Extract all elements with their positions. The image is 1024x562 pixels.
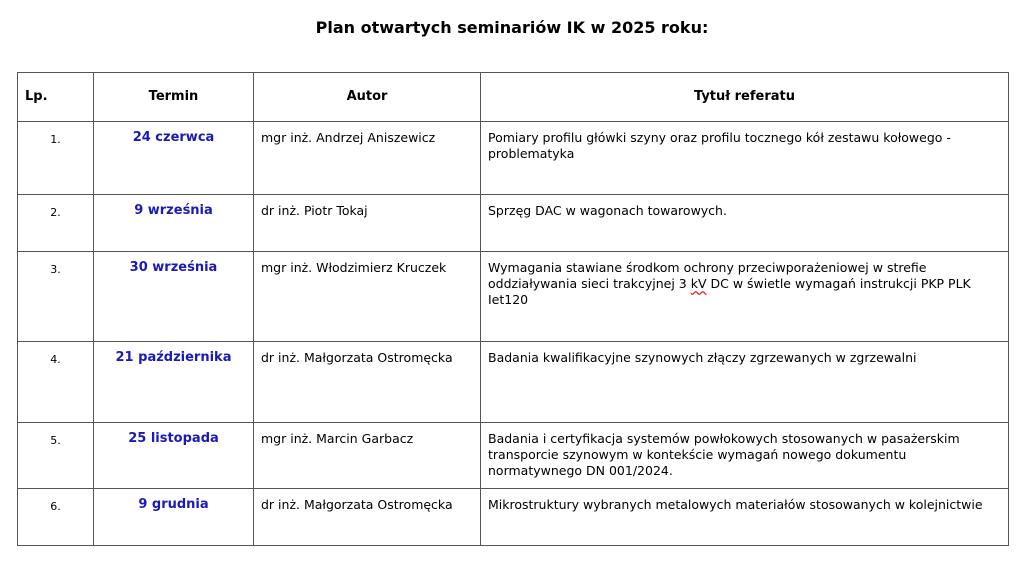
cell-termin: 9 grudnia [94,489,254,546]
spellcheck-mark: kV [690,276,707,291]
cell-autor: dr inż. Małgorzata Ostromęcka [254,342,481,423]
cell-tytul: Pomiary profilu główki szyny oraz profilu tocznego kół zestawu kołowego - problematyka [481,122,1009,195]
cell-tytul: Badania kwalifikacyjne szynowych złączy zgrzewanych w zgrzewalni [481,342,1009,423]
header-lp: Lp. [18,73,94,122]
cell-lp: 1. [18,122,94,195]
header-tytul: Tytuł referatu [481,73,1009,122]
table-row [18,423,1009,489]
table-row [18,122,1009,195]
cell-tytul [481,252,1009,342]
page-title: Plan otwartych seminariów IK w 2025 roku: [315,18,709,37]
table-row [18,252,1009,342]
tytul-text-part: Wymagania stawiane środkom ochrony przeciwporażeniowej w strefie oddziaływania sieci trakcyjnej 3 [488,260,927,291]
cell-lp: 4. [18,342,94,423]
cell-autor: mgr inż. Andrzej Aniszewicz [254,122,481,195]
cell-lp: 2. [18,195,94,252]
cell-tytul: Sprzęg DAC w wagonach towarowych. [481,195,1009,252]
cell-lp: 6. [18,489,94,546]
cell-tytul: Mikrostruktury wybranych metalowych materiałów stosowanych w kolejnictwie [481,489,1009,546]
cell-lp: 5. [18,423,94,489]
cell-termin: 30 września [94,252,254,342]
cell-termin: 25 listopada [94,423,254,489]
cell-autor: dr inż. Małgorzata Ostromęcka [254,489,481,546]
cell-termin: 21 października [94,342,254,423]
header-autor: Autor [254,73,481,122]
cell-lp: 3. [18,252,94,342]
table-row [18,342,1009,423]
cell-autor: dr inż. Piotr Tokaj [254,195,481,252]
cell-autor: mgr inż. Marcin Garbacz [254,423,481,489]
table-row [18,195,1009,252]
seminar-table [17,72,1009,546]
table-header-row [18,73,1009,122]
cell-autor: mgr inż. Włodzimierz Kruczek [254,252,481,342]
cell-termin: 9 września [94,195,254,252]
header-termin: Termin [94,73,254,122]
tytul-text-part: DC w świetle wymagań instrukcji PKP PLK Iet120 [488,276,971,307]
table-row [18,489,1009,546]
cell-termin: 24 czerwca [94,122,254,195]
cell-tytul: Badania i certyfikacja systemów powłokowych stosowanych w pasażerskim transporcie szynowym w kontekście wymagań nowego dokumentu normatywnego DN 001/2024. [481,423,1009,489]
